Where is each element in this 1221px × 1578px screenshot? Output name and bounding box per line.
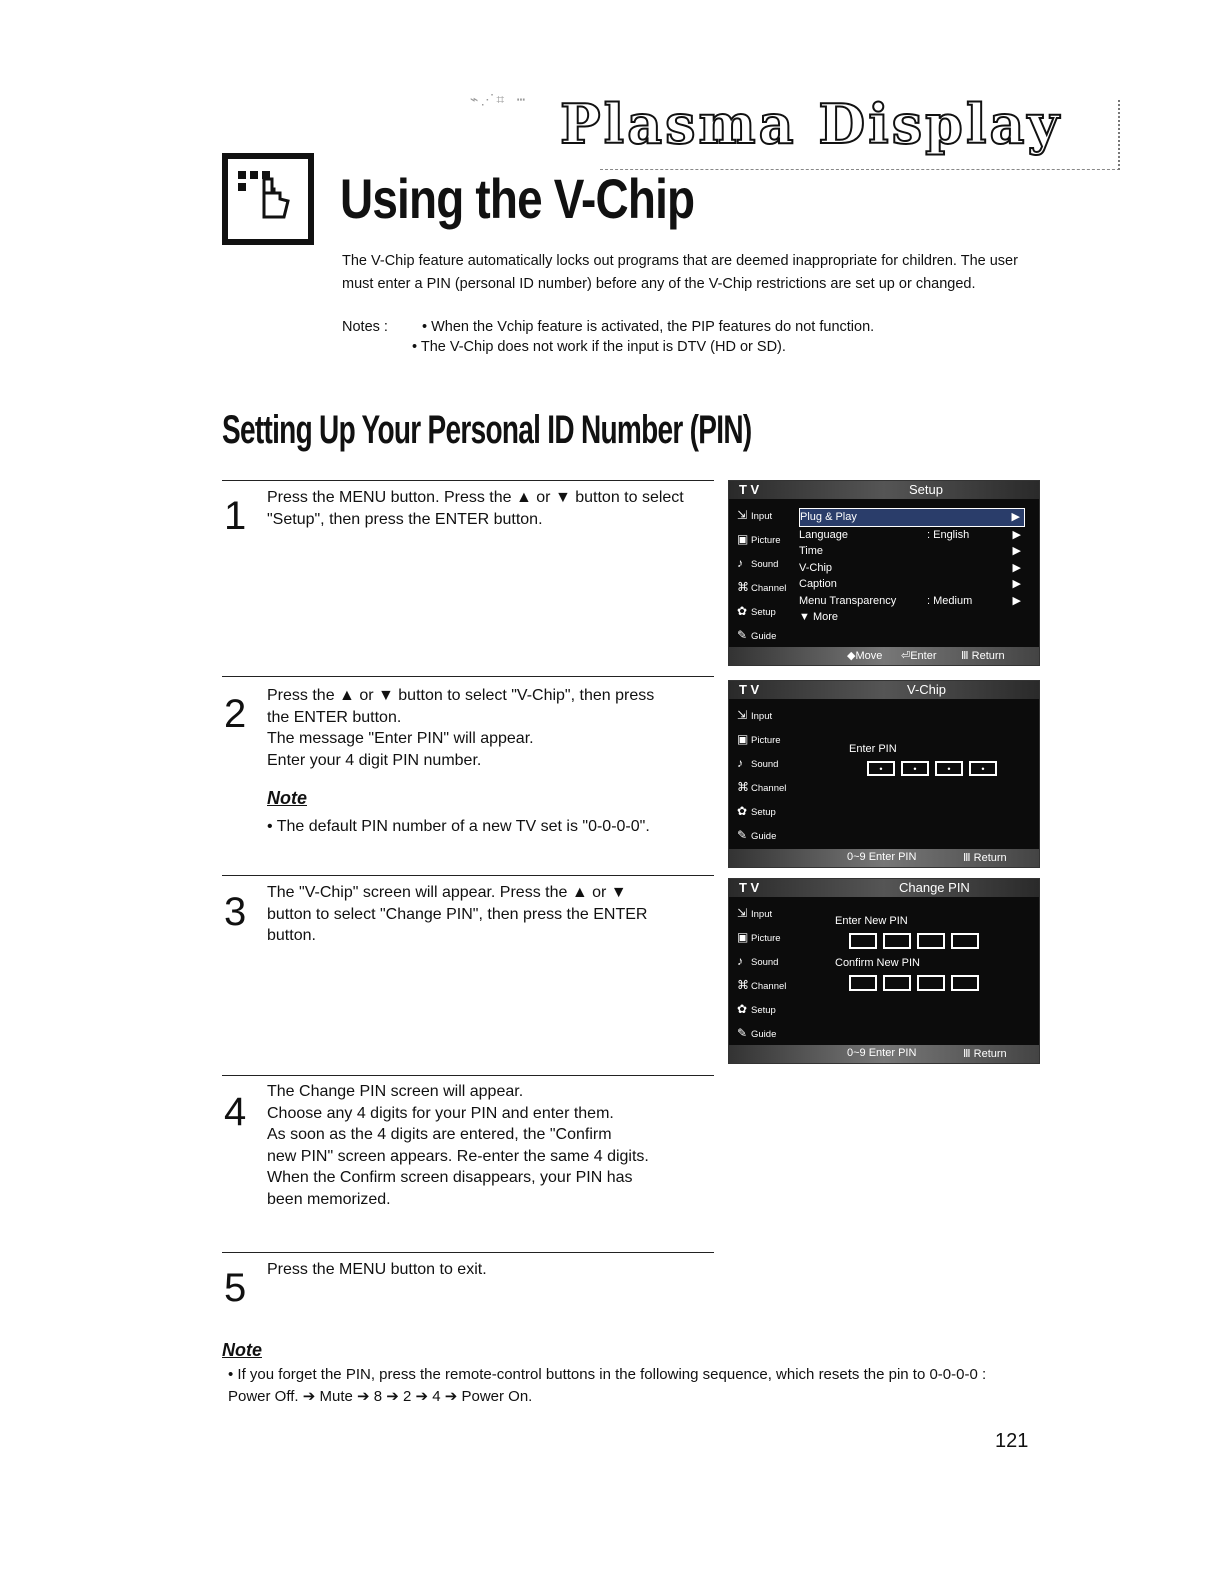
step-number: 1 (224, 494, 247, 538)
picture-icon: ▣ (737, 930, 749, 944)
step-number: 2 (224, 692, 247, 736)
hand-pointing-remote-icon (222, 153, 314, 245)
sidebar-guide: ✎ Guide (733, 623, 795, 647)
intro-text: The V-Chip feature automatically locks out programs that are deemed inappropriate for children. The user must enter a PIN (personal ID number) before any of the V-Chip restrictions are set up or changed. (342, 253, 1018, 292)
bottom-note-text: • If you forget the PIN, press the remote-control buttons in the following sequence, which resets the pin to 0-0-0-0 : Power Off. ➔ Mute ➔ 8 ➔ 2 ➔ 4 ➔ Power On. (228, 1366, 987, 1405)
page-title: Using the V-Chip (340, 167, 695, 230)
notes-label: Notes : (342, 319, 388, 335)
tv-footer: 0~9 Enter PIN Ⅲ Return (729, 1045, 1039, 1063)
step-divider (222, 1252, 714, 1253)
note-item: When the Vchip feature is activated, the PIP features do not function. (431, 319, 875, 335)
tv-sidebar: ⇲ Input ▣ Picture ♪ Sound ⌘ Channel ✿ Setup ✎ Guide (733, 703, 795, 847)
step-number: 4 (224, 1090, 247, 1134)
tv-section: Change PIN (899, 880, 970, 895)
bottom-note-heading: Note (222, 1340, 262, 1360)
sound-icon: ♪ (737, 954, 743, 968)
guide-icon: ✎ (737, 1026, 748, 1040)
tv-screen-vchip (728, 680, 1040, 868)
notes-row: Notes : • When the Vchip feature is activated, the PIP features do not function. (342, 316, 874, 339)
step-divider (222, 875, 714, 876)
step-divider (222, 676, 714, 677)
menu-item-plug-play: Plug & Play ▶ (799, 508, 1025, 527)
step-divider (222, 480, 714, 481)
step-text: Press the MENU button to exit. (267, 1261, 487, 1278)
tv-sidebar (733, 503, 795, 647)
input-icon: ⇲ (737, 508, 748, 522)
menu-item-language: Language : English ▶ (799, 528, 1021, 541)
tv-screen-change-pin (728, 878, 1040, 1064)
step-divider (222, 1075, 714, 1076)
enter-new-pin-label: Enter New PIN (835, 915, 908, 927)
sidebar-setup: ✿ Setup (733, 599, 795, 623)
brand-decoration: ⌁⋰⌗ ⋯ (470, 92, 528, 108)
menu-item-time: Time ▶ (799, 545, 1021, 557)
sound-icon: ♪ (737, 756, 743, 770)
pin-boxes (867, 761, 997, 776)
channel-icon: ⌘ (737, 780, 749, 794)
step-number: 3 (224, 890, 247, 934)
tv-footer: 0~9 Enter PIN Ⅲ Return (729, 849, 1039, 867)
pin-digit: • (969, 761, 997, 776)
enter-pin-label: Enter PIN (849, 743, 897, 755)
pin-digit: • (935, 761, 963, 776)
guide-icon: ✎ (737, 828, 748, 842)
channel-icon: ⌘ (737, 580, 749, 594)
channel-icon: ⌘ (737, 978, 749, 992)
sidebar-input: ⇲ Input (733, 503, 795, 527)
section-title: Setting Up Your Personal ID Number (PIN) (222, 408, 752, 452)
tv-screen-setup (728, 480, 1040, 666)
confirm-new-pin-label: Confirm New PIN (835, 957, 920, 969)
input-icon: ⇲ (737, 708, 748, 722)
step-text: Press the ▲ or ▼ button to select "V-Chip", then press the ENTER button. The message "Enter PIN" will appear. Enter your 4 digit PIN number. (267, 687, 655, 769)
step-text: The Change PIN screen will appear. Choose any 4 digits for your PIN and enter them. As soon as the 4 digits are entered, the "Confirm new PIN" screen appears. Re-enter the same 4 digits. When the Confirm screen disappears, your PIN has been memorized. (267, 1083, 649, 1208)
tv-sidebar: ⇲ Input ▣ Picture ♪ Sound ⌘ Channel ✿ Setup ✎ Guide (733, 901, 795, 1045)
step-text: Press the MENU button. Press the ▲ or ▼ button to select "Setup", then press the ENTER button. (267, 489, 684, 528)
tv-title-bar: T V Change PIN (729, 879, 1039, 897)
tv-title-bar (729, 481, 1039, 499)
tv-title-bar: T V V-Chip (729, 681, 1039, 699)
step-number: 5 (224, 1266, 247, 1310)
tv-section: Setup (909, 482, 943, 497)
note-text: • The default PIN number of a new TV set is "0-0-0-0". (267, 818, 650, 835)
step-text: The "V-Chip" screen will appear. Press the ▲ or ▼ button to select "Change PIN", then press the ENTER button. (267, 884, 648, 944)
corner-mark (1092, 100, 1120, 170)
menu-item-more: ▼ More (799, 611, 839, 623)
tv-menu-list (799, 508, 1025, 626)
sound-icon: ♪ (737, 556, 743, 570)
setup-icon: ✿ (737, 1002, 748, 1016)
menu-item-vchip: V-Chip ▶ (799, 561, 1021, 574)
pin-digit: • (901, 761, 929, 776)
pin-digit: • (867, 761, 895, 776)
note-item: • The V-Chip does not work if the input is DTV (HD or SD). (412, 339, 786, 355)
guide-icon: ✎ (737, 628, 748, 642)
tv-label: T V (739, 482, 760, 497)
sidebar-sound: ♪ Sound (733, 551, 795, 575)
menu-item-transparency: Menu Transparency : Medium ▶ (799, 594, 1021, 607)
setup-icon: ✿ (737, 804, 748, 818)
input-icon: ⇲ (737, 906, 748, 920)
page-number: 121 (995, 1430, 1029, 1452)
tv-footer: ◆Move ⏎Enter Ⅲ Return (729, 647, 1039, 665)
menu-item-caption: Caption ▶ (799, 578, 1021, 590)
new-pin-boxes (849, 933, 979, 949)
confirm-pin-boxes (849, 975, 979, 991)
sidebar-channel: ⌘ Channel (733, 575, 795, 599)
picture-icon: ▣ (737, 532, 749, 546)
brand-logo: Plasma Display (560, 92, 1062, 156)
setup-icon: ✿ (737, 604, 748, 618)
note-heading: Note (267, 788, 307, 808)
tv-section: V-Chip (907, 682, 947, 697)
picture-icon: ▣ (737, 732, 749, 746)
sidebar-picture: ▣ Picture (733, 527, 795, 551)
